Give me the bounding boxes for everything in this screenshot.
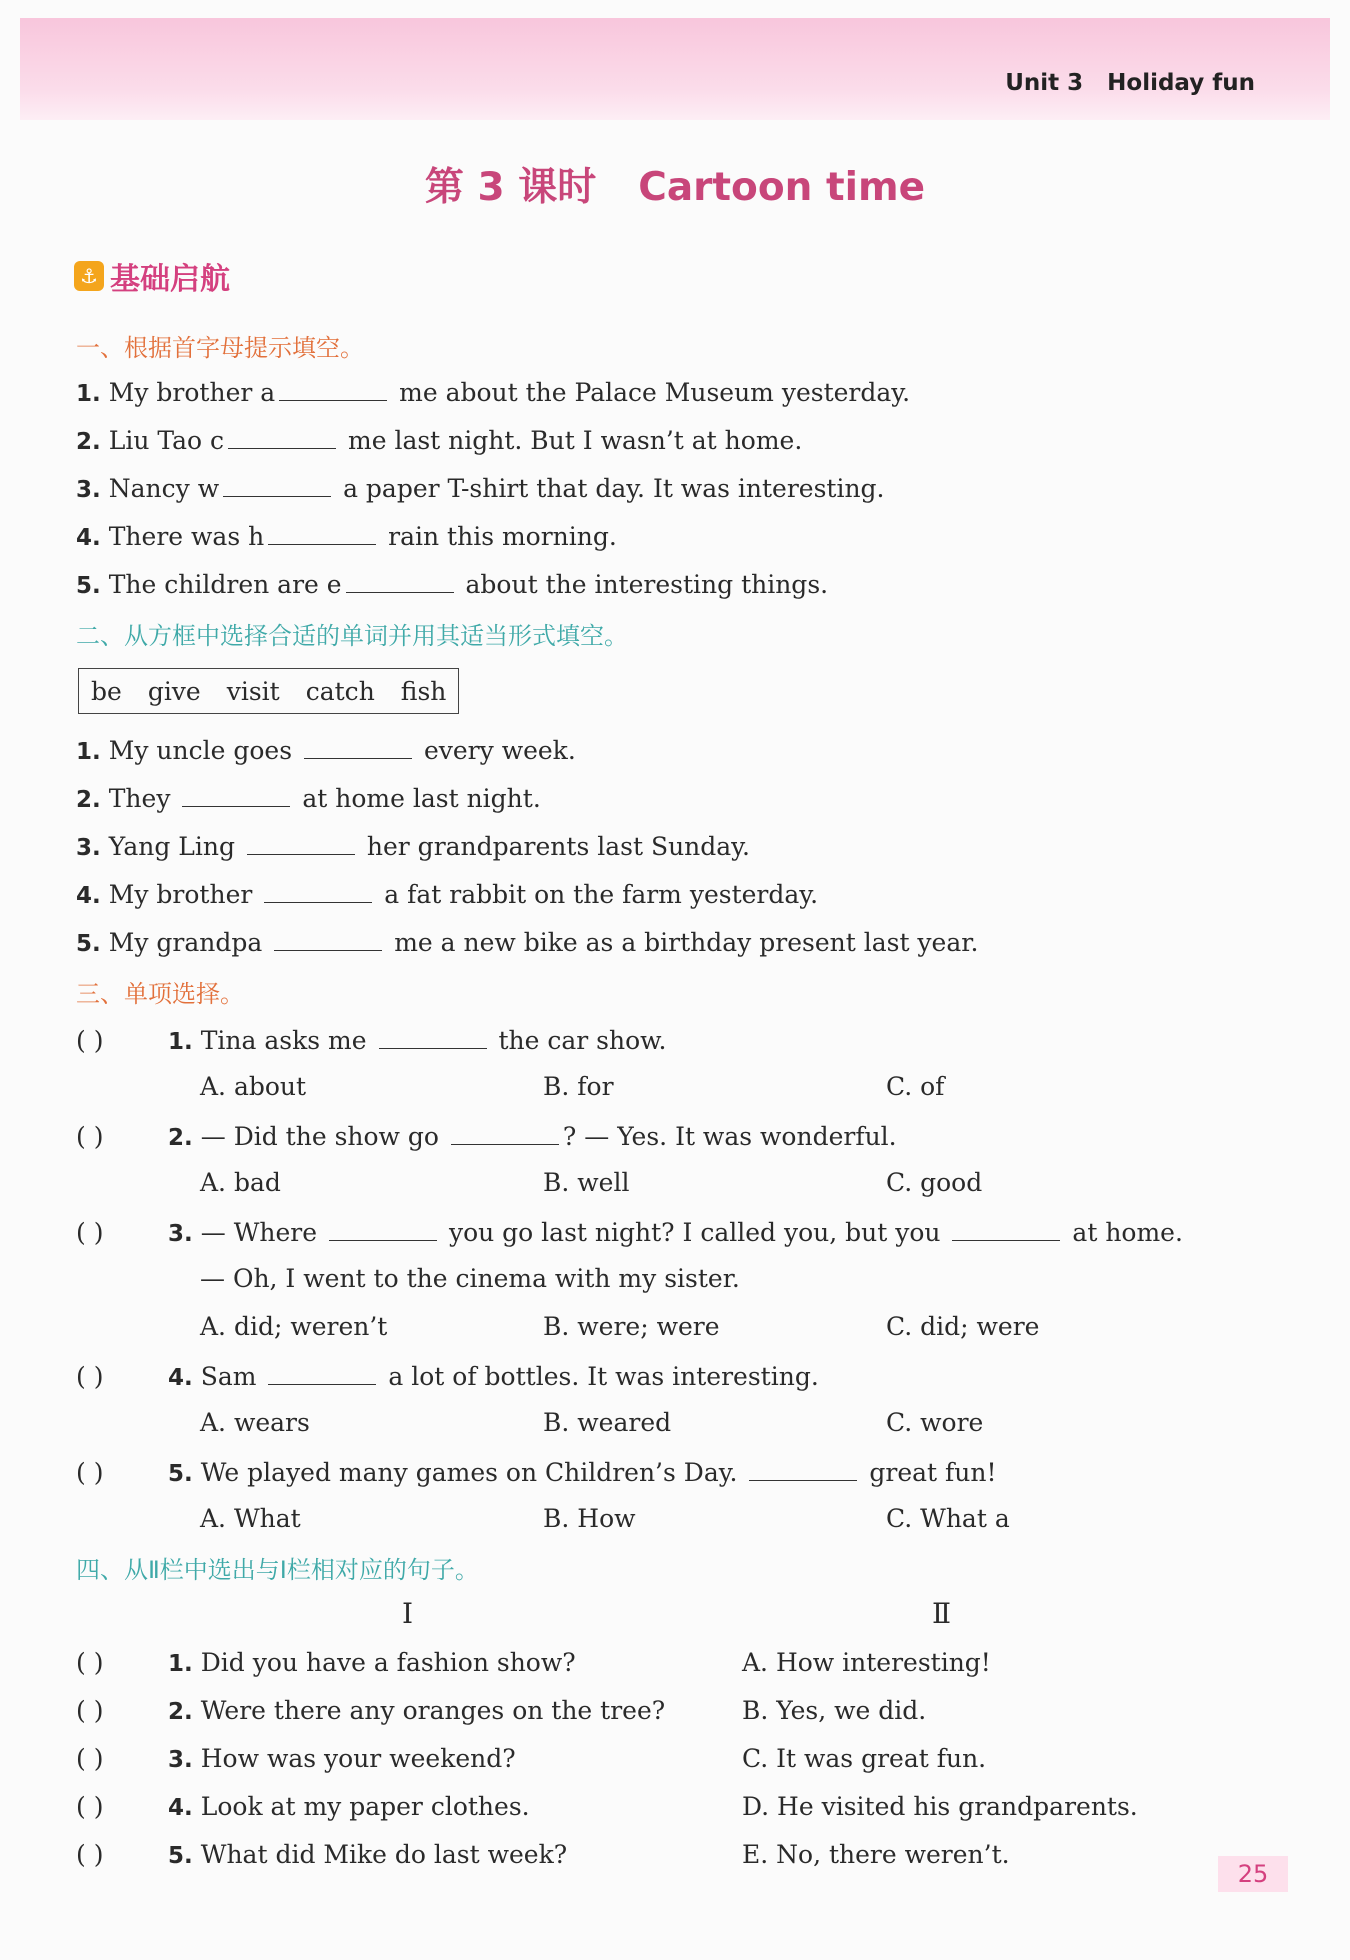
part3-question-3 <box>76 1218 1183 1246</box>
match-left-1 <box>76 1650 576 1676</box>
option-b: B. well <box>543 1168 630 1197</box>
item-text: The children are e <box>108 570 342 599</box>
answer-paren[interactable]: ( ) <box>76 1362 104 1391</box>
option-a: A. bad <box>200 1168 281 1197</box>
item-text: me a new bike as a birthday present last year. <box>394 928 979 957</box>
part3-question-1 <box>76 1026 667 1054</box>
lesson-title <box>0 156 1350 212</box>
section-header <box>74 254 230 298</box>
option-c: C. good <box>886 1168 983 1197</box>
item-number: 4. <box>168 1365 193 1391</box>
item-number: 3. <box>168 1221 193 1247</box>
part1-item-1 <box>76 378 910 406</box>
option-a: A. about <box>200 1072 307 1101</box>
option-b: B. were; were <box>543 1312 720 1341</box>
lesson-number: 第 3 课时 <box>424 165 597 210</box>
answer-paren[interactable]: ( ) <box>76 1792 104 1821</box>
answer-paren[interactable]: ( ) <box>76 1648 104 1677</box>
item-text: Tina asks me <box>200 1026 367 1055</box>
answer-blank[interactable] <box>279 378 387 401</box>
option-a: A. wears <box>200 1408 310 1437</box>
match-right-b: B. Yes, we did. <box>742 1696 927 1725</box>
answer-blank[interactable] <box>451 1122 559 1145</box>
part1-item-2 <box>76 426 802 454</box>
part2-item-4 <box>76 880 818 908</box>
option-c: C. did; were <box>886 1312 1040 1341</box>
item-text: My uncle goes <box>108 736 293 765</box>
lesson-subtitle: Cartoon time <box>638 165 926 210</box>
word-option: give <box>147 676 201 706</box>
item-text: Sam <box>200 1362 257 1391</box>
item-text: — Where <box>200 1218 318 1247</box>
item-text: at home last night. <box>302 784 541 813</box>
answer-blank[interactable] <box>264 880 372 903</box>
part4-title: 四、从Ⅱ栏中选出与Ⅰ栏相对应的句子。 <box>76 1556 479 1584</box>
item-text: There was h <box>108 522 265 551</box>
answer-blank[interactable] <box>247 832 355 855</box>
part3-question-5 <box>76 1458 997 1486</box>
item-text: We played many games on Children’s Day. <box>200 1458 738 1487</box>
option-c: C. of <box>886 1072 945 1101</box>
answer-blank[interactable] <box>329 1218 437 1241</box>
item-text: ? — Yes. It was wonderful. <box>562 1122 897 1151</box>
match-right-c: C. It was great fun. <box>742 1744 987 1773</box>
option-c: C. wore <box>886 1408 984 1437</box>
part3-question-4 <box>76 1362 819 1390</box>
item-number: 2. <box>76 429 101 455</box>
answer-blank[interactable] <box>952 1218 1060 1241</box>
item-text: the car show. <box>498 1026 667 1055</box>
option-b: B. How <box>543 1504 636 1533</box>
word-option: be <box>91 676 122 706</box>
item-text: My brother a <box>108 378 276 407</box>
match-left-2 <box>76 1698 665 1724</box>
match-left-5 <box>76 1842 567 1868</box>
item-text: Nancy w <box>108 474 220 503</box>
match-left-4 <box>76 1794 530 1820</box>
item-text: about the interesting things. <box>465 570 829 599</box>
item-number: 3. <box>168 1747 193 1773</box>
part2-title: 二、从方框中选择合适的单词并用其适当形式填空。 <box>76 622 628 650</box>
answer-blank[interactable] <box>228 426 336 449</box>
answer-paren[interactable]: ( ) <box>76 1026 104 1055</box>
running-header <box>1005 70 1255 96</box>
part2-item-3 <box>76 832 750 860</box>
answer-blank[interactable] <box>223 474 331 497</box>
item-text: a fat rabbit on the farm yesterday. <box>384 880 819 909</box>
option-a: A. did; weren’t <box>200 1312 388 1341</box>
match-right-d: D. He visited his grandparents. <box>742 1792 1138 1821</box>
item-text: her grandparents last Sunday. <box>366 832 750 861</box>
item-text: Yang Ling <box>108 832 235 861</box>
topic-label: Holiday fun <box>1107 70 1255 96</box>
item-number: 2. <box>76 787 101 813</box>
column-2-heading: Ⅱ <box>932 1597 952 1630</box>
item-text: What did Mike do last week? <box>200 1840 568 1869</box>
answer-blank[interactable] <box>346 570 454 593</box>
item-text: a lot of bottles. It was interesting. <box>388 1362 819 1391</box>
match-left-3 <box>76 1746 516 1772</box>
column-1-heading: Ⅰ <box>402 1597 414 1630</box>
item-text: Were there any oranges on the tree? <box>200 1696 666 1725</box>
answer-blank[interactable] <box>182 784 290 807</box>
item-number: 2. <box>168 1125 193 1151</box>
item-text: My brother <box>108 880 253 909</box>
match-right-a: A. How interesting! <box>742 1648 991 1677</box>
part1-item-5 <box>76 570 828 598</box>
option-b: B. weared <box>543 1408 672 1437</box>
item-number: 5. <box>76 931 101 957</box>
answer-paren[interactable]: ( ) <box>76 1218 104 1247</box>
option-c: C. What a <box>886 1504 1010 1533</box>
item-number: 5. <box>168 1843 193 1869</box>
item-text: me last night. But I wasn’t at home. <box>348 426 803 455</box>
item-text: rain this morning. <box>388 522 617 551</box>
option-a: A. What <box>200 1504 301 1533</box>
item-text: great fun! <box>869 1458 997 1487</box>
dialogue-reply: — Oh, I went to the cinema with my sister. <box>200 1264 740 1293</box>
item-text: a paper T-shirt that day. It was interesting. <box>343 474 885 503</box>
part2-item-1 <box>76 736 576 764</box>
item-number: 1. <box>168 1651 193 1677</box>
item-text: Did you have a fashion show? <box>200 1648 576 1677</box>
part3-title: 三、单项选择。 <box>76 980 244 1008</box>
answer-blank[interactable] <box>268 1362 376 1385</box>
item-text: My grandpa <box>108 928 263 957</box>
part2-item-2 <box>76 784 541 812</box>
item-number: 4. <box>76 525 101 551</box>
answer-paren[interactable]: ( ) <box>76 1458 104 1487</box>
word-option: fish <box>400 676 447 706</box>
item-number: 4. <box>168 1795 193 1821</box>
unit-label: Unit 3 <box>1005 70 1084 96</box>
item-number: 3. <box>76 835 101 861</box>
answer-blank[interactable] <box>268 522 376 545</box>
item-text: you go last night? I called you, but you <box>448 1218 941 1247</box>
answer-paren[interactable]: ( ) <box>76 1840 104 1869</box>
answer-paren[interactable]: ( ) <box>76 1744 104 1773</box>
answer-blank[interactable] <box>749 1458 857 1481</box>
part1-item-4 <box>76 522 617 550</box>
item-text: at home. <box>1072 1218 1183 1247</box>
header-band <box>20 18 1330 120</box>
item-number: 3. <box>76 477 101 503</box>
item-text: How was your weekend? <box>200 1744 516 1773</box>
word-box <box>78 668 459 714</box>
item-number: 1. <box>168 1029 193 1055</box>
part3-question-2 <box>76 1122 897 1150</box>
answer-blank[interactable] <box>304 736 412 759</box>
item-number: 4. <box>76 883 101 909</box>
answer-blank[interactable] <box>379 1026 487 1049</box>
item-text: me about the Palace Museum yesterday. <box>399 378 911 407</box>
page-number: 25 <box>1218 1856 1288 1892</box>
item-number: 2. <box>168 1699 193 1725</box>
answer-paren[interactable]: ( ) <box>76 1696 104 1725</box>
answer-paren[interactable]: ( ) <box>76 1122 104 1151</box>
item-number: 5. <box>76 573 101 599</box>
item-text: Liu Tao c <box>108 426 225 455</box>
match-right-e: E. No, there weren’t. <box>742 1840 1010 1869</box>
part2-item-5 <box>76 928 978 956</box>
part1-item-3 <box>76 474 885 502</box>
item-text: They <box>108 784 171 813</box>
option-b: B. for <box>543 1072 614 1101</box>
item-number: 1. <box>76 739 101 765</box>
item-number: 5. <box>168 1461 193 1487</box>
anchor-icon: ⚓ <box>74 261 104 291</box>
word-option: visit <box>226 676 280 706</box>
item-text: every week. <box>423 736 576 765</box>
item-text: Look at my paper clothes. <box>200 1792 530 1821</box>
part1-title: 一、根据首字母提示填空。 <box>76 334 364 362</box>
item-text: — Did the show go <box>200 1122 439 1151</box>
answer-blank[interactable] <box>274 928 382 951</box>
item-number: 1. <box>76 381 101 407</box>
word-option: catch <box>305 676 375 706</box>
section-title: 基础启航 <box>110 262 230 297</box>
